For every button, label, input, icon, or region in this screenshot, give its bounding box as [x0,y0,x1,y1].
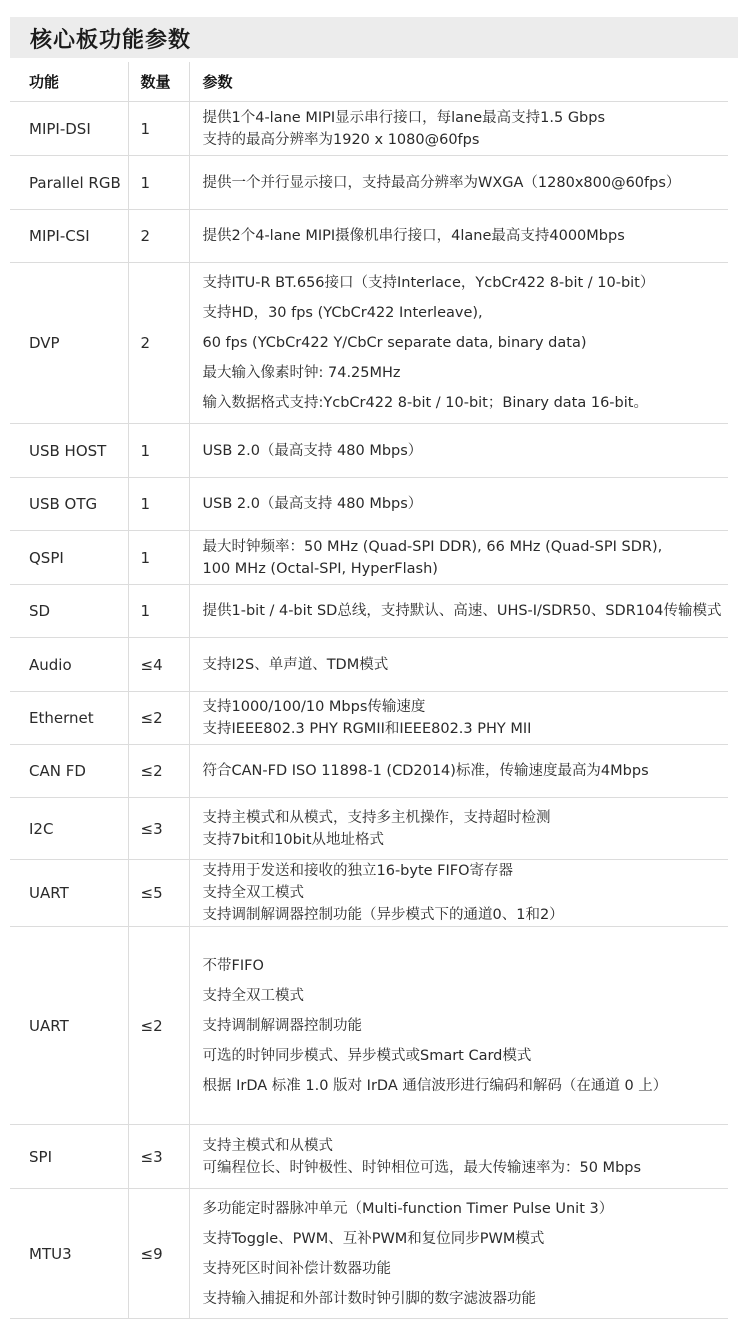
function-cell: Parallel RGB [10,156,128,210]
column-header-params: 参数 [189,62,728,102]
quantity-cell: ≤2 [128,692,189,745]
function-cell: DVP [10,263,128,424]
param-line: 60 fps (YCbCr422 Y/CbCr separate data, binary data) [202,335,587,351]
param-line: 支持Toggle、PWM、互补PWM和复位同步PWM模式 [202,1230,545,1247]
table-row [10,156,728,210]
function-cell: MIPI-CSI [10,210,128,263]
table-row [10,927,728,1125]
param-line: 可选的时钟同步模式、异步模式或Smart Card模式 [202,1047,532,1064]
params-cell [189,927,728,1125]
table-row [10,424,728,478]
function-cell: UART [10,927,128,1125]
function-cell: Ethernet [10,692,128,745]
quantity-cell: 1 [128,478,189,531]
function-cell: USB HOST [10,424,128,478]
function-cell: Audio [10,638,128,692]
params-cell [189,745,728,798]
param-line: 支持主模式和从模式 [202,1137,333,1154]
function-cell: CAN FD [10,745,128,798]
quantity-cell: 1 [128,424,189,478]
param-line: 支持IEEE802.3 PHY RGMII和IEEE802.3 PHY MII [202,721,532,737]
table-header-row [10,62,728,102]
param-line: 支持I2S、单声道、TDM模式 [202,656,389,673]
params-cell [189,424,728,478]
params-cell [189,102,728,156]
param-line: 支持7bit和10bit从地址格式 [202,831,385,848]
table-row [10,210,728,263]
param-line: 支持1000/100/10 Mbps传输速度 [202,699,426,715]
column-header-quantity: 数量 [128,62,189,102]
param-line: 支持输入捕捉和外部计数时钟引脚的数字滤波器功能 [202,1290,536,1307]
param-line: 多功能定时器脉冲单元（Multi-function Timer Pulse Unit 3） [202,1200,614,1217]
params-cell [189,531,728,585]
table-row [10,860,728,927]
table-row [10,478,728,531]
quantity-cell: 1 [128,585,189,638]
quantity-cell: ≤4 [128,638,189,692]
param-line: 支持调制解调器控制功能（异步模式下的通道0、1和2） [202,907,564,923]
table-row [10,692,728,745]
param-line: USB 2.0（最高支持 480 Mbps） [202,496,423,512]
params-cell [189,263,728,424]
params-cell [189,798,728,860]
param-line: 提供1个4-lane MIPI显示串行接口，每lane最高支持1.5 Gbps [202,109,606,126]
function-cell: USB OTG [10,478,128,531]
table-row [10,102,728,156]
table-row [10,585,728,638]
param-line: 支持的最高分辨率为1920 x 1080@60fps [202,131,480,148]
table-row [10,1125,728,1189]
quantity-cell: ≤9 [128,1189,189,1319]
param-line: 输入数据格式支持:YcbCr422 8-bit / 10-bit；Binary data 16-bit。 [202,395,648,411]
function-cell: I2C [10,798,128,860]
param-line: USB 2.0（最高支持 480 Mbps） [202,442,423,459]
param-line: 支持全双工模式 [202,987,304,1004]
param-line: 提供1-bit / 4-bit SD总线，支持默认、高速、UHS-I/SDR50、SDR104传输模式 [202,603,722,619]
page-title: 核心板功能参数 [30,28,192,53]
params-cell [189,478,728,531]
function-cell: MIPI-DSI [10,102,128,156]
param-line: 符合CAN-FD ISO 11898-1 (CD2014)标准，传输速度最高为4Mbps [202,763,649,779]
quantity-cell: ≤3 [128,798,189,860]
function-cell: SPI [10,1125,128,1189]
param-line: 支持HD，30 fps (YCbCr422 Interleave), [202,305,483,321]
quantity-cell: 1 [128,156,189,210]
param-line: 提供2个4-lane MIPI摄像机串行接口，4lane最高支持4000Mbps [202,228,625,244]
param-line: 不带FIFO [202,957,264,974]
params-cell [189,860,728,927]
quantity-cell: 2 [128,210,189,263]
params-cell [189,156,728,210]
table-row [10,798,728,860]
param-line: 支持调制解调器控制功能 [202,1017,362,1034]
param-line: 根据 IrDA 标准 1.0 版对 IrDA 通信波形进行编码和解码（在通道 0 上） [202,1077,668,1094]
section-header [10,17,738,58]
param-line: 支持全双工模式 [202,885,304,901]
table-row [10,638,728,692]
param-line: 支持主模式和从模式，支持多主机操作，支持超时检测 [202,809,551,826]
table-row [10,263,728,424]
param-line: 提供一个并行显示接口，支持最高分辨率为WXGA（1280x800@60fps） [202,174,681,191]
param-line: 支持死区时间补偿计数器功能 [202,1260,391,1277]
param-line: 支持ITU-R BT.656接口（支持Interlace，YcbCr422 8-bit / 10-bit） [202,275,655,291]
quantity-cell: 1 [128,102,189,156]
quantity-cell: ≤2 [128,745,189,798]
quantity-cell: ≤3 [128,1125,189,1189]
params-cell [189,585,728,638]
params-cell [189,692,728,745]
spec-table [10,62,728,1319]
function-cell: UART [10,860,128,927]
quantity-cell: ≤5 [128,860,189,927]
function-cell: MTU3 [10,1189,128,1319]
table-row [10,1189,728,1319]
params-cell [189,1189,728,1319]
function-cell: QSPI [10,531,128,585]
function-cell: SD [10,585,128,638]
quantity-cell: ≤2 [128,927,189,1125]
param-line: 支持用于发送和接收的独立16-byte FIFO寄存器 [202,863,514,879]
quantity-cell: 1 [128,531,189,585]
param-line: 最大时钟频率：50 MHz (Quad-SPI DDR), 66 MHz (Quad-SPI SDR), [202,538,663,555]
column-header-function: 功能 [10,62,128,102]
params-cell [189,1125,728,1189]
params-cell [189,638,728,692]
param-line: 100 MHz (Octal-SPI, HyperFlash) [202,560,438,577]
table-row [10,531,728,585]
table-row [10,745,728,798]
param-line: 可编程位长、时钟极性、时钟相位可选，最大传输速率为：50 Mbps [202,1159,642,1176]
quantity-cell: 2 [128,263,189,424]
param-line: 最大输入像素时钟: 74.25MHz [202,365,401,381]
params-cell [189,210,728,263]
